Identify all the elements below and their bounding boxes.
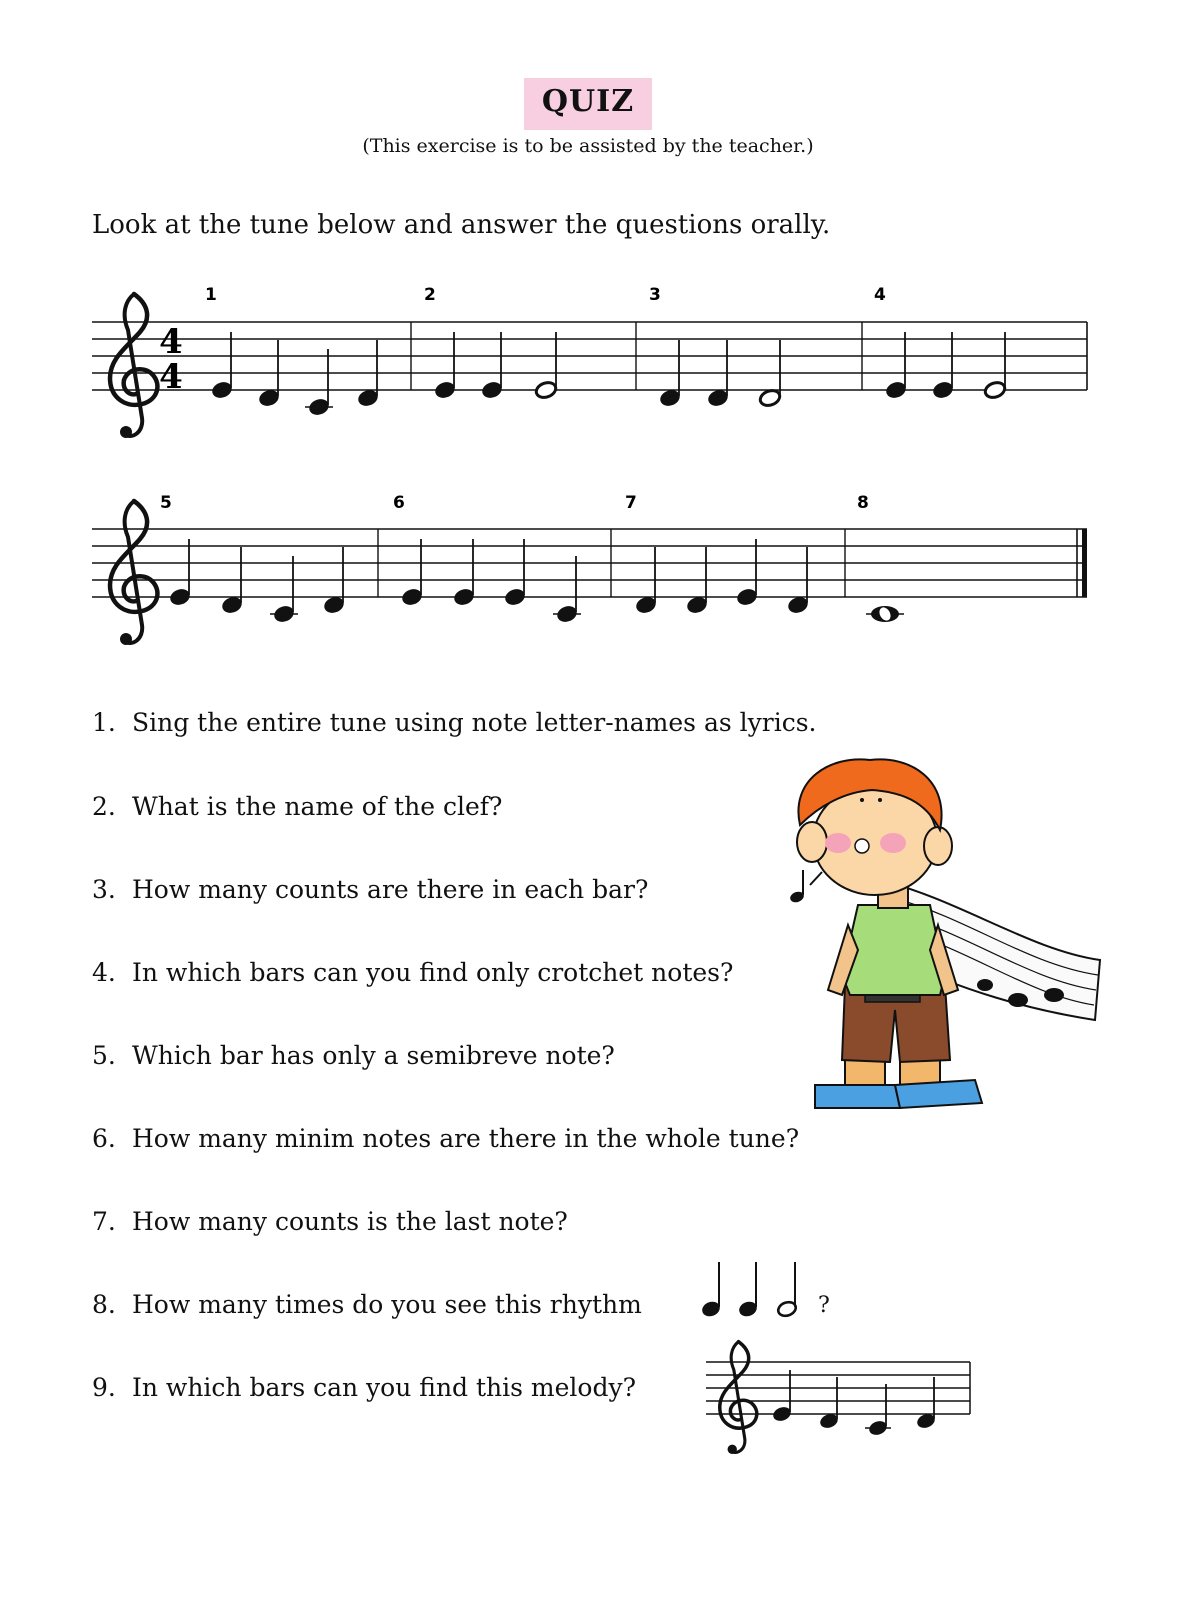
question-3 [92,875,648,904]
question-8-suffix: ? [818,1293,830,1318]
question-text: How many minim notes are there in the whole tune? [132,1124,800,1153]
note-d-minim [758,340,782,408]
note-e-crotchet [168,539,192,607]
rhythm-crotchet-icon [700,1262,722,1319]
note-d-crotchet [818,1377,839,1430]
question-number: 1. [92,708,116,737]
question-6 [92,1124,799,1153]
question-4 [92,958,733,987]
note-d-crotchet [356,340,380,408]
note-d-crotchet [322,547,346,615]
question-text: In which bars can you find this melody? [132,1373,637,1402]
question-text: Which bar has only a semibreve note? [132,1041,615,1070]
note-e-crotchet [771,1370,792,1423]
note-c-crotchet [270,556,298,624]
note-c-semibreve [866,605,904,622]
note-d-crotchet [634,547,658,615]
question-7 [92,1207,568,1236]
subtitle: (This exercise is to be assisted by the teacher.) [362,135,814,157]
question-number: 5. [92,1041,116,1070]
note-c-crotchet [305,349,333,417]
bar-number-6: 6 [393,493,405,513]
note-e-crotchet [480,332,504,400]
rhythm-crotchet-icon [737,1262,759,1319]
note-e-crotchet [433,332,457,400]
question-number: 2. [92,792,116,821]
note-e-crotchet [931,332,955,400]
time-signature-bottom: 4 [159,357,183,397]
note-e-crotchet [452,539,476,607]
bar-number-2: 2 [424,285,436,305]
question-text: How many counts is the last note? [132,1207,568,1236]
bar-number-3: 3 [649,285,661,305]
note-d-crotchet [915,1377,936,1430]
note-e-minim [983,332,1007,400]
bar-number-8: 8 [857,493,869,513]
time-signature-top: 4 [159,322,183,362]
note-d-crotchet [786,547,810,615]
note-e-crotchet [735,539,759,607]
note-c-crotchet [865,1384,891,1437]
question-8 [92,1290,642,1319]
note-c-crotchet [553,556,581,624]
question-number: 8. [92,1290,116,1319]
note-e-minim [534,332,558,400]
note-e-crotchet [503,539,527,607]
treble-clef-icon [110,294,157,438]
question-text: In which bars can you find only crotchet notes? [132,958,734,987]
note-e-crotchet [884,332,908,400]
note-d-crotchet [685,547,709,615]
question-number: 6. [92,1124,116,1153]
question-text: Sing the entire tune using note letter-names as lyrics. [132,708,817,737]
question-number: 4. [92,958,116,987]
question-1 [92,708,817,737]
question-text: How many counts are there in each bar? [132,875,649,904]
question-number: 7. [92,1207,116,1236]
page-title: QUIZ [541,84,635,119]
note-e-crotchet [400,539,424,607]
bar-number-5: 5 [160,493,172,513]
question-9 [92,1373,636,1402]
instruction-text: Look at the tune below and answer the questions orally. [92,210,831,240]
note-e-crotchet [210,332,234,400]
question-number: 9. [92,1373,116,1402]
treble-clef-icon [110,501,157,645]
note-d-crotchet [257,340,281,408]
bar-number-1: 1 [205,285,217,305]
note-d-crotchet [220,547,244,615]
question-text: How many times do you see this rhythm [132,1290,642,1319]
rhythm-minim-icon [776,1262,797,1318]
question-text: What is the name of the clef? [132,792,503,821]
question-2 [92,792,502,821]
treble-clef-icon [720,1342,757,1454]
question-number: 3. [92,875,116,904]
bar-number-7: 7 [625,493,637,513]
note-d-crotchet [706,340,730,408]
note-d-crotchet [658,340,682,408]
staff-line-1 [92,322,1087,390]
boy-singing-illustration [789,759,1100,1108]
bar-number-4: 4 [874,285,886,305]
question-5 [92,1041,615,1070]
